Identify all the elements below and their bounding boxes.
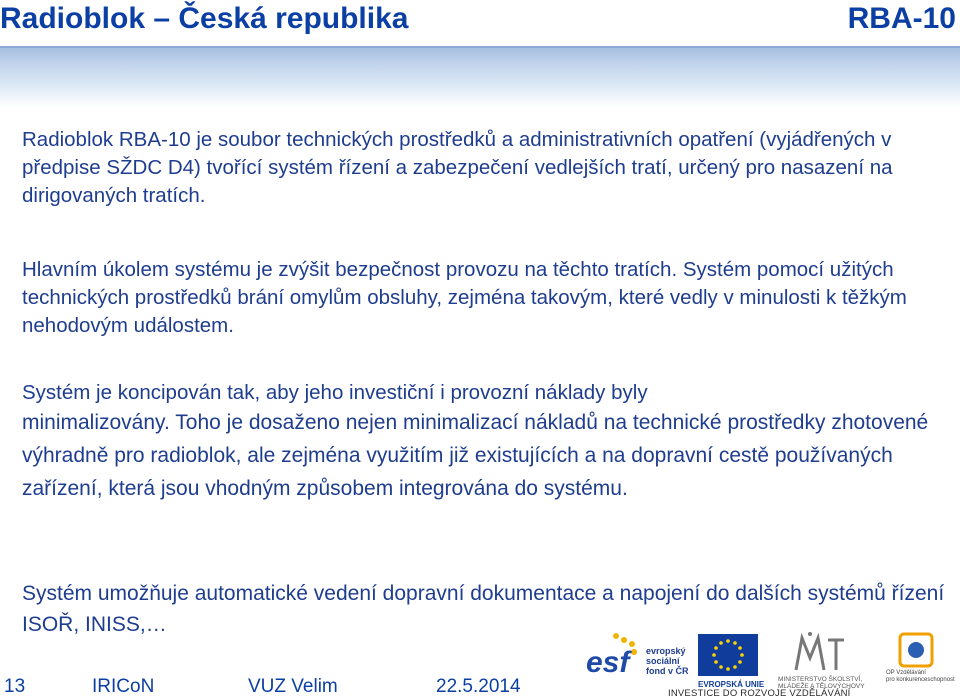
paragraph-costs-line1: Systém je koncipován tak, aby jeho investiční i provozní náklady byly: [22, 381, 648, 404]
esf-logo-text: [646, 646, 689, 676]
header-gradient-band: [0, 48, 960, 108]
slide-footer: [0, 668, 600, 700]
funding-logos: [580, 628, 960, 700]
msmt-text-line1: MINISTERSTVO ŠKOLSTVÍ,: [778, 676, 863, 683]
footer-author: VUZ Velim: [248, 676, 338, 697]
eu-flag-icon: [698, 634, 758, 676]
footer-date: 22.5.2014: [436, 676, 521, 697]
footer-conference: IRICoN: [92, 676, 155, 697]
esf-text-line1: evropský: [646, 646, 686, 656]
investment-tagline: INVESTICE DO ROZVOJE VZDĚLÁVÁNÍ: [668, 688, 851, 699]
slide-title: Radioblok – Česká republika: [0, 2, 409, 35]
slide-code: RBA-10: [847, 2, 956, 35]
op-text-line2: pro konkurenceschopnost: [886, 677, 955, 683]
esf-text-line2: sociální: [646, 656, 680, 666]
msmt-logo-icon: [792, 630, 852, 676]
esf-logo-icon: [586, 630, 640, 676]
paragraph-purpose: Hlavním úkolem systému je zvýšit bezpečnost provozu na těchto tratích. Systém pomocí užitých technických prostředků brání omylům obsluhy, zejména takovým, které vedly v minulosti k těžkým nehodovým událostem.: [22, 258, 907, 337]
svg-text:esf: esf: [586, 646, 630, 676]
paragraph-documentation: Systém umožňuje automatické vedení dopravní dokumentace a napojení do dalších systémů řízení ISOŘ, INISS,…: [22, 582, 945, 636]
paragraph-definition: Radioblok RBA-10 je soubor technických prostředků a administrativních opatření (vyjádřených v předpise SŽDC D4) tvořící systém řízení a zabezpečení vedlejších tratí, určený pro nasazení na dirigovaných tratích.: [22, 128, 893, 207]
msmt-text-line2: MLÁDEŽE A TĚLOVÝCHOVY: [778, 683, 865, 690]
op-text-line1: OP Vzdělávání: [886, 670, 926, 676]
eu-logo-text: EVROPSKÁ UNIE: [698, 680, 765, 689]
paragraph-costs-rest: minimalizovány. Toho je dosaženo nejen minimalizací nákladů na technické prostředky zhotovené výhradně pro radioblok, ale zejména využitím již existujících a na dopravní cestě používaných zařízení, která jsou vhodným způsobem integrována do systému.: [22, 411, 929, 500]
page-number: 13: [4, 676, 26, 697]
paragraph-costs: [22, 380, 952, 505]
slide-header: [0, 0, 960, 46]
op-logo-icon: [898, 632, 934, 668]
esf-text-line3: fond v ČR: [646, 666, 689, 676]
op-logo-text: [886, 670, 955, 684]
